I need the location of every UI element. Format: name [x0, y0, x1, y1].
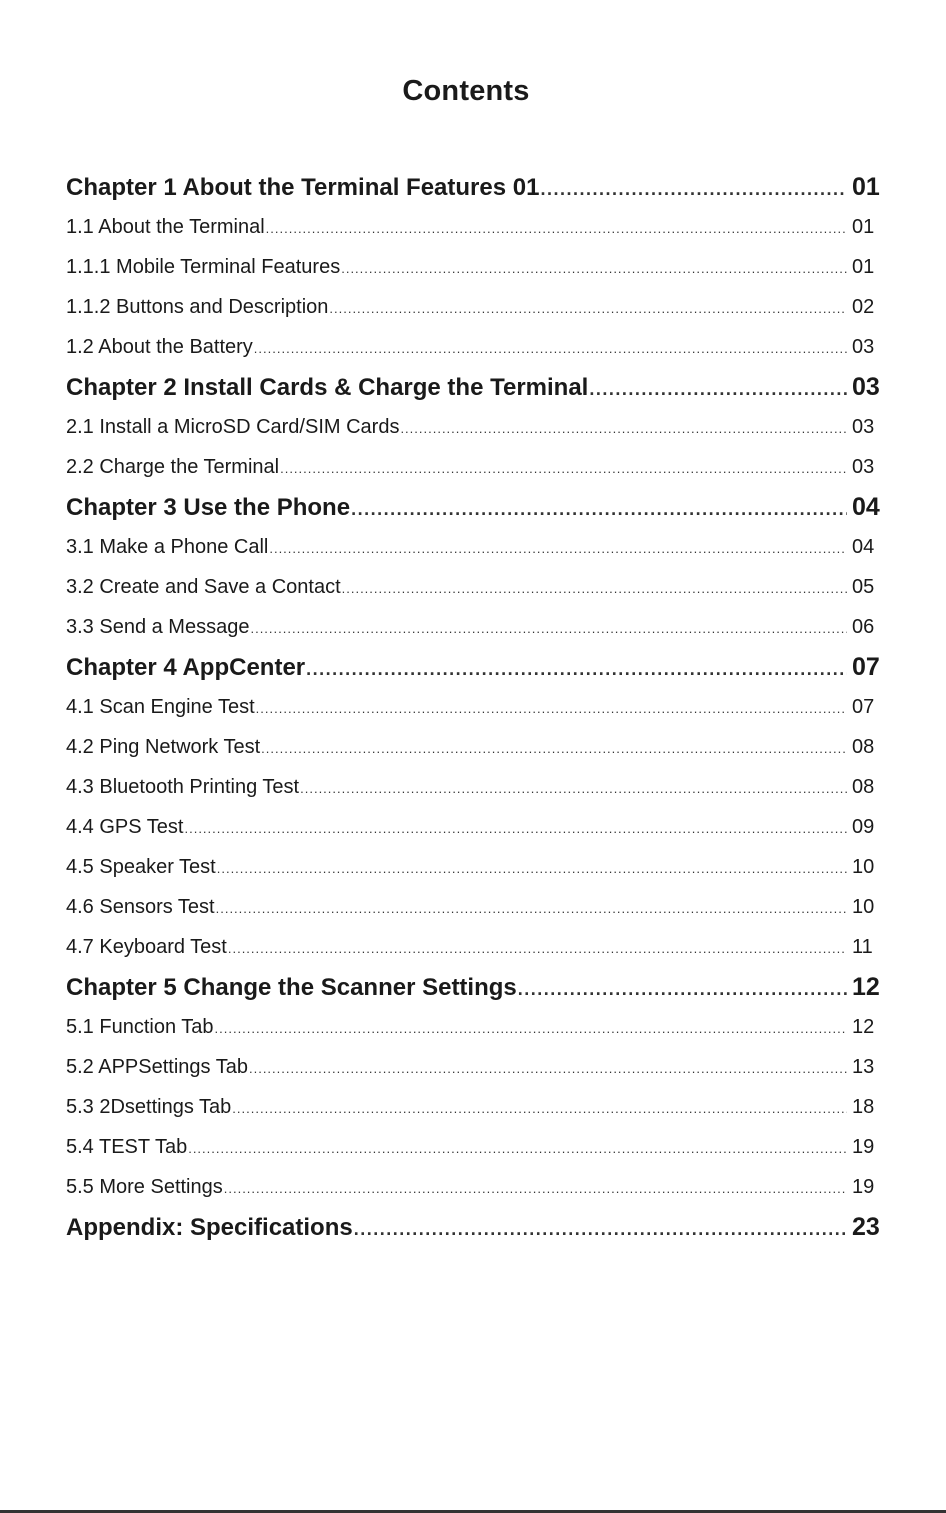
- toc-page-number: 04: [852, 493, 880, 521]
- toc-chapter-entry[interactable]: [66, 167, 886, 207]
- toc-page-number: 11: [852, 936, 873, 958]
- toc-page-number: 10: [852, 856, 875, 878]
- dot-leader: [300, 769, 847, 809]
- dot-leader: [188, 1129, 847, 1169]
- toc-page-number: 01: [852, 256, 875, 278]
- dot-leader: [306, 649, 847, 689]
- toc-page-number: 12: [852, 973, 880, 1001]
- dot-leader: [266, 209, 847, 249]
- toc-entry-label: 4.3 Bluetooth Printing Test: [66, 776, 300, 798]
- toc-section-entry[interactable]: [66, 887, 886, 927]
- toc-section-entry[interactable]: [66, 1087, 886, 1127]
- toc-page-number: 03: [852, 456, 875, 478]
- dot-leader: [342, 569, 847, 609]
- toc-entry-label: 3.1 Make a Phone Call: [66, 536, 269, 558]
- toc-section-entry[interactable]: [66, 767, 886, 807]
- toc-entry-label: 2.1 Install a MicroSD Card/SIM Cards: [66, 416, 400, 438]
- toc-page-number: 08: [852, 776, 875, 798]
- toc-section-entry[interactable]: [66, 727, 886, 767]
- toc-section-entry[interactable]: [66, 567, 886, 607]
- toc-page-number: 19: [852, 1136, 875, 1158]
- toc-entry-label: 3.2 Create and Save a Contact: [66, 576, 341, 598]
- toc-entry-label: Chapter 5 Change the Scanner Settings: [66, 974, 517, 1001]
- toc-section-entry[interactable]: [66, 1007, 886, 1047]
- toc-page-number: 08: [852, 736, 875, 758]
- toc-entry-label: 5.3 2Dsettings Tab: [66, 1096, 232, 1118]
- toc-section-entry[interactable]: [66, 607, 886, 647]
- dot-leader: [250, 609, 847, 649]
- dot-leader: [232, 1089, 847, 1129]
- toc-section-entry[interactable]: [66, 1167, 886, 1207]
- toc-chapter-entry[interactable]: [66, 367, 886, 407]
- toc-entry-label: 4.7 Keyboard Test: [66, 936, 227, 958]
- toc-section-entry[interactable]: [66, 447, 886, 487]
- toc-chapter-entry[interactable]: [66, 647, 886, 687]
- toc-entry-label: 1.1.1 Mobile Terminal Features: [66, 256, 341, 278]
- toc-section-entry[interactable]: [66, 527, 886, 567]
- toc-chapter-entry[interactable]: [66, 967, 886, 1007]
- toc-chapter-entry[interactable]: [66, 487, 886, 527]
- toc-entry-label: 4.2 Ping Network Test: [66, 736, 261, 758]
- dot-leader: [184, 809, 847, 849]
- toc-page-number: 13: [852, 1056, 875, 1078]
- toc-page-number: 01: [852, 173, 880, 201]
- dot-leader: [280, 449, 847, 489]
- toc-entry-label: Chapter 3 Use the Phone: [66, 494, 351, 521]
- toc-section-entry[interactable]: [66, 687, 886, 727]
- toc-page-number: 18: [852, 1096, 875, 1118]
- table-of-contents: [66, 167, 886, 1247]
- dot-leader: [215, 1009, 847, 1049]
- toc-entry-label: Chapter 4 AppCenter: [66, 654, 306, 681]
- dot-leader: [254, 329, 847, 369]
- toc-chapter-entry[interactable]: [66, 1207, 886, 1247]
- dot-leader: [354, 1209, 847, 1249]
- toc-section-entry[interactable]: [66, 1047, 886, 1087]
- toc-entry-label: Chapter 1 About the Terminal Features 01: [66, 174, 540, 201]
- toc-page-number: 07: [852, 696, 875, 718]
- toc-entry-label: 1.1.2 Buttons and Description: [66, 296, 329, 318]
- toc-page-number: 05: [852, 576, 875, 598]
- toc-section-entry[interactable]: [66, 807, 886, 847]
- toc-page-number: 19: [852, 1176, 875, 1198]
- dot-leader: [400, 409, 847, 449]
- toc-entry-label: 2.2 Charge the Terminal: [66, 456, 280, 478]
- toc-section-entry[interactable]: [66, 287, 886, 327]
- toc-page-number: 23: [852, 1213, 880, 1241]
- dot-leader: [341, 249, 847, 289]
- toc-page-number: 12: [852, 1016, 875, 1038]
- toc-page-number: 09: [852, 816, 875, 838]
- dot-leader: [329, 289, 847, 329]
- toc-entry-label: 1.1 About the Terminal: [66, 216, 265, 238]
- toc-page-number: 02: [852, 296, 875, 318]
- toc-entry-label: 5.1 Function Tab: [66, 1016, 214, 1038]
- dot-leader: [261, 729, 847, 769]
- toc-entry-label: 4.1 Scan Engine Test: [66, 696, 255, 718]
- toc-section-entry[interactable]: [66, 1127, 886, 1167]
- toc-section-entry[interactable]: [66, 847, 886, 887]
- toc-entry-label: 4.6 Sensors Test: [66, 896, 215, 918]
- toc-section-entry[interactable]: [66, 927, 886, 967]
- toc-page-number: 06: [852, 616, 875, 638]
- dot-leader: [216, 889, 847, 929]
- dot-leader: [351, 489, 847, 529]
- toc-entry-label: 5.5 More Settings: [66, 1176, 223, 1198]
- toc-page-number: 03: [852, 373, 880, 401]
- toc-section-entry[interactable]: [66, 207, 886, 247]
- dot-leader: [256, 689, 847, 729]
- toc-entry-label: 4.4 GPS Test: [66, 816, 184, 838]
- toc-page-number: 10: [852, 896, 875, 918]
- toc-entry-label: Chapter 2 Install Cards & Charge the Terminal: [66, 374, 589, 401]
- toc-entry-label: 3.3 Send a Message: [66, 616, 250, 638]
- toc-page-number: 01: [852, 216, 875, 238]
- dot-leader: [518, 969, 847, 1009]
- dot-leader: [249, 1049, 847, 1089]
- page-title: Contents: [402, 75, 530, 108]
- dot-leader: [269, 529, 847, 569]
- toc-entry-label: 5.2 APPSettings Tab: [66, 1056, 248, 1078]
- toc-section-entry[interactable]: [66, 327, 886, 367]
- toc-entry-label: 5.4 TEST Tab: [66, 1136, 188, 1158]
- dot-leader: [228, 929, 847, 969]
- toc-page-number: 03: [852, 336, 875, 358]
- dot-leader: [217, 849, 847, 889]
- dot-leader: [224, 1169, 847, 1209]
- toc-page-number: 04: [852, 536, 875, 558]
- toc-entry-label: 1.2 About the Battery: [66, 336, 253, 358]
- dot-leader: [589, 369, 847, 409]
- toc-page-number: 07: [852, 653, 880, 681]
- toc-page-number: 03: [852, 416, 875, 438]
- toc-section-entry[interactable]: [66, 247, 886, 287]
- toc-entry-label: Appendix: Specifications: [66, 1214, 353, 1241]
- toc-entry-label: 4.5 Speaker Test: [66, 856, 216, 878]
- dot-leader: [540, 169, 847, 209]
- toc-section-entry[interactable]: [66, 407, 886, 447]
